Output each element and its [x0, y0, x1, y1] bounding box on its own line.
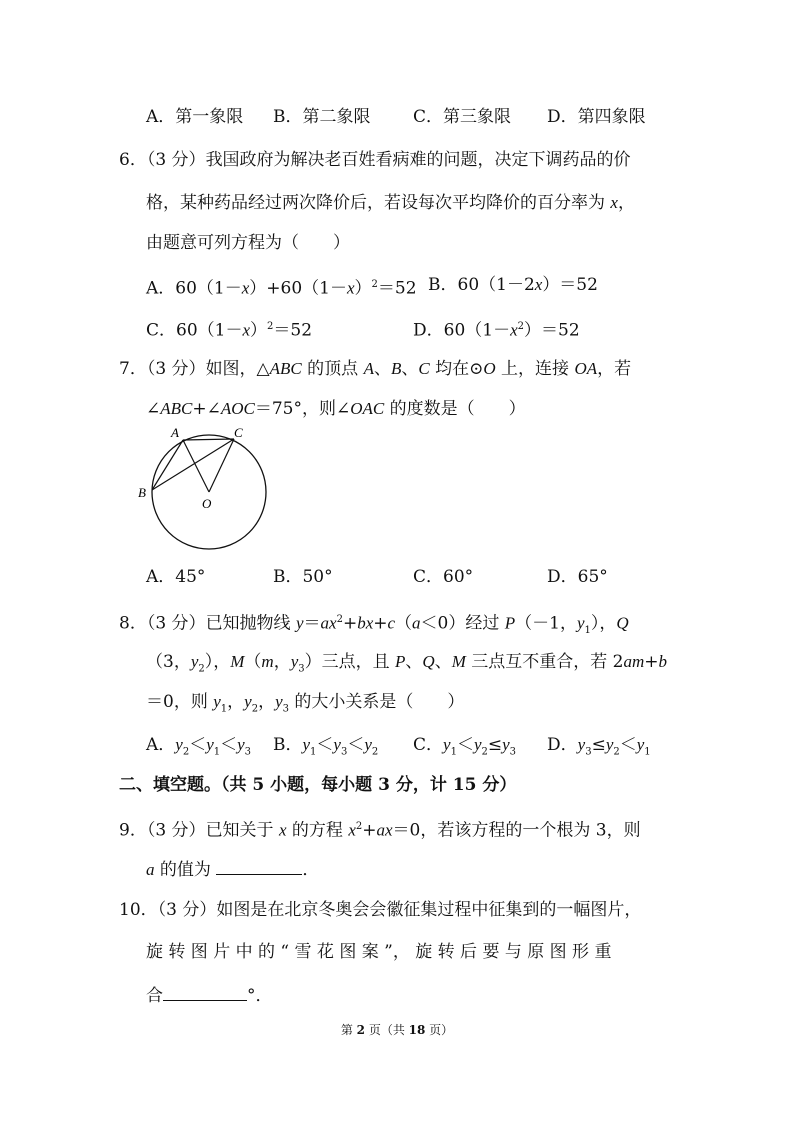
var: y	[473, 735, 482, 754]
q5-option-b: B．第二象限	[273, 107, 371, 127]
exponent: 2	[267, 321, 274, 332]
var: P	[504, 613, 516, 633]
option-label: A．	[146, 278, 176, 299]
q7-line-1	[119, 357, 631, 381]
subscript: 2	[481, 746, 488, 758]
text: 已知关于	[205, 820, 279, 841]
var: C	[418, 359, 430, 378]
subscript: 3	[509, 746, 517, 758]
q8-option-c	[413, 733, 516, 764]
var: y	[302, 735, 311, 754]
q5-option-d: D．第四象限	[547, 107, 646, 127]
text: ，	[258, 692, 276, 712]
var: y	[576, 613, 585, 633]
option-label: D．	[413, 320, 444, 341]
var: y	[443, 735, 451, 754]
q7-score: （3 分）	[146, 359, 206, 379]
relation: ＜	[619, 735, 637, 755]
text: ，	[273, 652, 291, 672]
var: M	[451, 652, 466, 671]
q7-option-a: A．45°	[146, 567, 206, 587]
subscript: 2	[182, 746, 190, 758]
text: 的度数是（ ）	[384, 399, 526, 419]
text: （	[244, 652, 262, 672]
relation: ＜	[189, 735, 207, 755]
text: +∠	[192, 399, 221, 419]
var: a	[320, 613, 330, 633]
text: ．	[302, 860, 320, 880]
text: 的顶点	[301, 359, 364, 379]
option-text: ）+60（1－	[249, 278, 347, 299]
text: 三点互不重合，若 2	[465, 652, 624, 672]
subscript: 3	[585, 746, 592, 758]
text: 、	[405, 652, 423, 672]
text: ），	[590, 613, 617, 634]
var: ABC	[160, 399, 193, 418]
var: x	[348, 820, 356, 840]
var: Q	[616, 613, 629, 633]
exponent: 2	[355, 821, 363, 832]
footer-text: 页）	[425, 1023, 454, 1037]
var: a	[412, 613, 421, 633]
q6-number: 6．	[119, 150, 147, 170]
option-text: 60（1－2	[457, 275, 535, 295]
footer-text: 第	[340, 1023, 357, 1037]
var: OAC	[350, 399, 385, 418]
subscript: 1	[310, 746, 317, 758]
page-footer	[0, 1022, 794, 1038]
q9-number: 9．	[119, 820, 147, 841]
page-total: 18	[408, 1023, 426, 1037]
relation: ＜	[456, 735, 474, 755]
q6-text-2: 格，某种药品经过两次降价后，若设每次平均降价的百分率为	[146, 193, 611, 213]
var: y	[605, 735, 614, 754]
text: 如图是在北京冬奥会会徽征集过程中征集到的一幅图片，	[216, 900, 642, 920]
text: ）三点，且	[304, 652, 396, 672]
var: b	[658, 652, 668, 671]
q7-option-d: D．65°	[547, 567, 608, 587]
var: y	[213, 692, 221, 711]
text: ，若	[597, 359, 632, 379]
text: ＜0）经过	[420, 613, 505, 634]
section-2-heading: 二、填空题。（共 5 小题，每小题 3 分，计 15 分）	[119, 775, 517, 795]
label-a: A	[171, 425, 179, 440]
text: +	[644, 652, 659, 672]
q5-option-a: A．第一象限	[146, 107, 244, 127]
exponent: 2	[371, 279, 378, 290]
option-text: ）＝52	[542, 275, 598, 295]
relation: ＜	[347, 735, 365, 755]
q8-option-b	[273, 733, 378, 764]
text: ＝0，若该方程的一个根为 3，则	[392, 820, 641, 841]
page-number: 2	[356, 1023, 365, 1037]
text: +	[362, 820, 377, 841]
footer-text: 页（共	[365, 1023, 409, 1037]
subscript: 2	[251, 703, 259, 715]
q6-option-b	[428, 273, 598, 297]
q10-number: 10．	[119, 900, 158, 920]
q6-line-3: 由题意可列方程为（ ）	[146, 233, 350, 253]
var-x: x	[346, 278, 355, 298]
var: y	[175, 735, 183, 754]
subscript: 1	[450, 746, 457, 758]
q10-line-1	[119, 898, 641, 922]
q9-line-1	[119, 815, 641, 843]
q7-option-b: B．50°	[273, 567, 333, 587]
text: （－1，	[515, 613, 577, 634]
text: （3，	[146, 652, 191, 672]
var: y	[636, 735, 645, 754]
text: 如图，△	[205, 359, 270, 379]
option-label: B．	[273, 735, 303, 755]
text: 已知抛物线	[205, 613, 296, 634]
var-x: x	[534, 275, 543, 294]
option-label: D．	[547, 735, 578, 755]
segment-ab	[152, 440, 183, 490]
var-x: x	[241, 278, 250, 298]
var: y	[577, 735, 586, 754]
text: 合	[146, 986, 163, 1006]
text: ＝75°，则∠	[254, 399, 351, 419]
text: ＝	[303, 613, 321, 634]
q6-line-2	[146, 191, 635, 215]
q7-line-2	[146, 397, 526, 421]
label-b: B	[138, 485, 146, 500]
var: y	[237, 735, 245, 754]
option-label: C．	[413, 735, 444, 755]
var: OA	[574, 359, 598, 378]
q8-number: 8．	[119, 613, 147, 634]
var: am	[623, 652, 645, 671]
q7-circle-figure	[130, 422, 280, 562]
option-text: 60（1－	[176, 320, 243, 341]
option-text: ）＝52	[524, 320, 580, 341]
option-text: ）	[250, 320, 268, 341]
q9-answer-blank[interactable]	[216, 856, 302, 875]
var: y	[190, 652, 199, 671]
text: °．	[247, 986, 273, 1006]
q10-score: （3 分）	[157, 900, 217, 920]
q9-line-2	[146, 856, 319, 882]
subscript: 3	[340, 746, 348, 758]
var: B	[390, 359, 402, 378]
text: +	[342, 613, 358, 634]
text: ，	[227, 692, 245, 712]
var: c	[387, 613, 396, 633]
subscript: 1	[220, 703, 228, 715]
var: ABC	[269, 359, 302, 378]
subscript: 1	[584, 625, 591, 637]
relation: ≤	[487, 735, 503, 755]
relation: ＜	[220, 735, 238, 755]
option-text: 60（1－	[443, 320, 511, 341]
subscript: 2	[198, 663, 205, 675]
var: Q	[422, 652, 435, 671]
exponent: 2	[336, 614, 343, 625]
q9-score: （3 分）	[146, 820, 206, 841]
option-text: ＝52	[273, 320, 313, 341]
option-text: 60（1－	[175, 278, 242, 299]
q6-line-1	[119, 148, 631, 172]
text: ＝0，则	[146, 692, 214, 712]
var: x	[365, 613, 374, 633]
var: y	[502, 735, 510, 754]
text: 的大小关系是（ ）	[289, 692, 465, 712]
text: +	[373, 613, 388, 634]
var: y	[275, 692, 283, 711]
text: 、	[434, 652, 452, 672]
var: y	[333, 735, 341, 754]
label-o: O	[202, 496, 212, 511]
option-label: B．	[428, 275, 458, 295]
var-x: x	[510, 320, 518, 340]
q8-line-3	[146, 690, 464, 721]
var: x	[278, 820, 287, 840]
q6-score: （3 分）	[146, 150, 206, 170]
relation: ≤	[591, 735, 606, 755]
q7-option-c: C．60°	[413, 567, 474, 587]
exponent: 2	[517, 321, 525, 332]
subscript: 2	[613, 746, 620, 758]
var: P	[395, 652, 406, 671]
segment-ac	[183, 439, 234, 440]
var: y	[206, 735, 214, 754]
q8-option-d	[547, 733, 651, 764]
var: y	[364, 735, 372, 754]
q10-line-2: 旋 转 图 片 中 的 “ 雪 花 图 案 ”， 旋 转 后 要 与 原 图 形 重	[146, 942, 612, 962]
option-text: ）	[354, 278, 372, 299]
option-label: C．	[146, 320, 177, 341]
var-x: x	[242, 320, 251, 340]
q8-score: （3 分）	[146, 613, 206, 634]
var: A	[363, 359, 374, 378]
var: y	[244, 692, 252, 711]
q6-text-2b: ，	[617, 193, 635, 213]
var: b	[357, 613, 366, 633]
text: 的方程	[286, 820, 349, 841]
q6-option-c	[146, 315, 312, 343]
label-c: C	[234, 425, 243, 440]
var: AOC	[220, 399, 255, 418]
text: 、	[373, 359, 391, 379]
var: a	[146, 860, 155, 879]
q10-answer-blank[interactable]	[163, 982, 247, 1001]
subscript: 2	[371, 746, 379, 758]
var: y	[290, 652, 299, 671]
text: ∠	[146, 399, 161, 419]
var: m	[261, 652, 274, 671]
text: 上，连接	[495, 359, 575, 379]
relation: ＜	[316, 735, 334, 755]
option-text: ＝52	[377, 278, 417, 299]
q6-option-d	[413, 315, 580, 343]
var: O	[483, 359, 496, 378]
subscript: 1	[644, 746, 651, 758]
subscript: 3	[298, 663, 305, 675]
q6-option-a	[146, 273, 417, 301]
text: 、	[401, 359, 419, 379]
q7-number: 7．	[119, 359, 147, 379]
text: ），	[204, 652, 231, 672]
q8-line-2	[146, 650, 667, 681]
text: 的值为	[154, 860, 217, 880]
subscript: 3	[244, 746, 252, 758]
var: ax	[376, 820, 393, 840]
q6-text-1: 我国政府为解决老百姓看病难的问题，决定下调药品的价	[205, 150, 631, 170]
q6-var-x: x	[610, 193, 618, 212]
option-label: A．	[146, 735, 176, 755]
text: 均在⊙	[429, 359, 484, 379]
var: x	[329, 613, 337, 633]
text: （	[395, 613, 413, 634]
q5-option-c: C．第三象限	[413, 107, 512, 127]
q10-line-3	[146, 982, 273, 1008]
q8-option-a	[146, 733, 251, 764]
q8-line-1	[119, 608, 629, 643]
segment-oa	[183, 440, 209, 492]
var: M	[230, 652, 245, 671]
var: y	[295, 613, 304, 633]
subscript: 1	[213, 746, 221, 758]
subscript: 3	[282, 703, 289, 715]
